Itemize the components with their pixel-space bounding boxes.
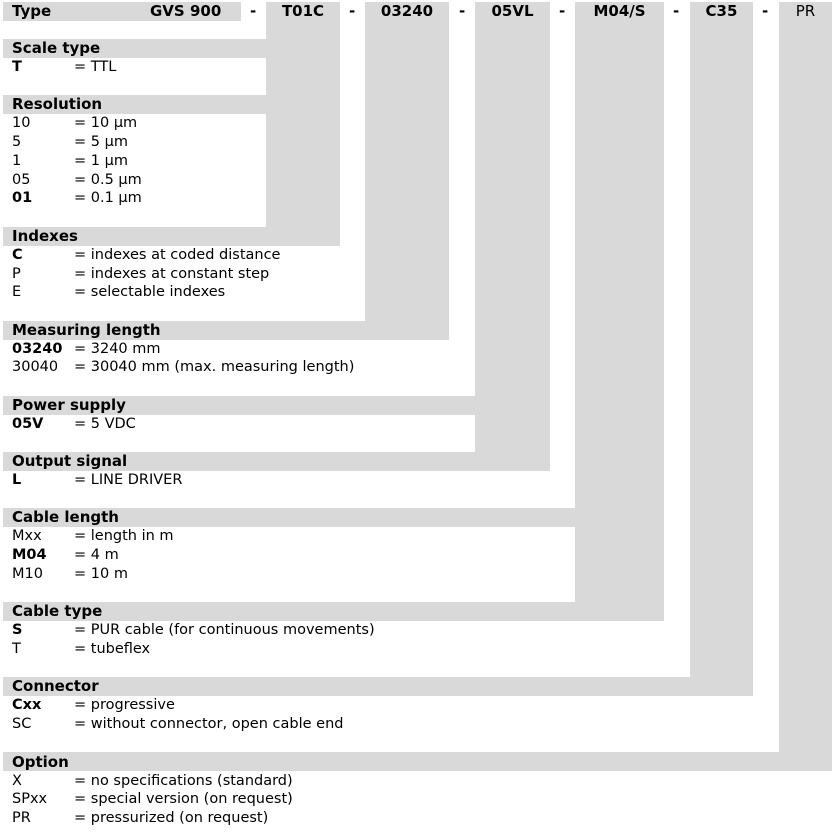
- column-measuring-length: [365, 2, 449, 340]
- code: S: [12, 622, 23, 638]
- code: 30040: [12, 359, 59, 375]
- code-cable: M04/S: [593, 2, 646, 20]
- type-label: Type: [12, 2, 52, 20]
- section-title-indexes: Indexes: [12, 227, 78, 245]
- code: E: [12, 284, 22, 300]
- separator: -: [250, 2, 257, 20]
- description: = PUR cable (for continuous movements): [74, 622, 375, 638]
- separator: -: [459, 2, 466, 20]
- section-title-option: Option: [12, 753, 69, 771]
- column-option: [779, 2, 832, 771]
- separator: -: [673, 2, 680, 20]
- code: T: [12, 59, 22, 75]
- code-measuring-length: 03240: [380, 2, 434, 20]
- code-power-output: 05VL: [491, 2, 534, 20]
- section-title-measuring-length: Measuring length: [12, 321, 161, 339]
- description: = pressurized (on request): [74, 810, 269, 826]
- description: = tubeflex: [74, 641, 151, 657]
- code-option: PR: [795, 2, 816, 20]
- column-connector: [690, 2, 753, 696]
- description: = indexes at constant step: [74, 266, 270, 282]
- code: T: [12, 641, 21, 657]
- code: C: [12, 247, 23, 263]
- code: 01: [12, 190, 33, 206]
- code: Mxx: [12, 528, 42, 544]
- description: = 3240 mm: [74, 341, 161, 357]
- header-bar-option: [3, 752, 832, 771]
- section-title-connector: Connector: [12, 677, 99, 695]
- description: = 4 m: [74, 547, 119, 563]
- description: = without connector, open cable end: [74, 716, 344, 732]
- code: 5: [12, 134, 22, 150]
- description: = length in m: [74, 528, 174, 544]
- description: = 10 m: [74, 566, 128, 582]
- description: = special version (on request): [74, 791, 293, 807]
- description: = 5 µm: [74, 134, 128, 150]
- section-title-resolution: Resolution: [12, 95, 103, 113]
- column-power-output: [475, 2, 550, 471]
- code: 10: [12, 115, 31, 131]
- code: L: [12, 472, 22, 488]
- column-resolution: [266, 95, 340, 245]
- description: = 1 µm: [74, 153, 128, 169]
- description: = selectable indexes: [74, 284, 226, 300]
- description: = 0.5 µm: [74, 172, 142, 188]
- description: = 30040 mm (max. measuring length): [74, 359, 355, 375]
- section-title-cable-type: Cable type: [12, 602, 103, 620]
- code: 1: [12, 153, 22, 169]
- column-cable: [575, 2, 664, 621]
- separator: -: [349, 2, 356, 20]
- description: = LINE DRIVER: [74, 472, 183, 488]
- section-title-output-signal: Output signal: [12, 452, 128, 470]
- code: Cxx: [12, 697, 42, 713]
- code: SPxx: [12, 791, 48, 807]
- description: = indexes at coded distance: [74, 247, 281, 263]
- separator: -: [762, 2, 769, 20]
- code: 03240: [12, 341, 63, 357]
- description: = 0.1 µm: [74, 190, 142, 206]
- code-scale-resolution-index: T01C: [281, 2, 325, 20]
- section-title-cable-length: Cable length: [12, 508, 119, 526]
- header-bar-connector: [3, 677, 753, 696]
- code: X: [12, 773, 22, 789]
- code: P: [12, 266, 21, 282]
- code: 05: [12, 172, 31, 188]
- type-model: GVS 900: [150, 2, 222, 20]
- code: PR: [12, 810, 31, 826]
- code: 05V: [12, 416, 44, 432]
- code: M10: [12, 566, 43, 582]
- description: = no specifications (standard): [74, 773, 293, 789]
- section-title-scale-type: Scale type: [12, 39, 101, 57]
- description: = progressive: [74, 697, 175, 713]
- description: = TTL: [74, 59, 117, 75]
- section-title-power-supply: Power supply: [12, 396, 126, 414]
- description: = 5 VDC: [74, 416, 136, 432]
- code: SC: [12, 716, 32, 732]
- code: M04: [12, 547, 47, 563]
- description: = 10 µm: [74, 115, 138, 131]
- separator: -: [559, 2, 566, 20]
- code-connector: C35: [705, 2, 738, 20]
